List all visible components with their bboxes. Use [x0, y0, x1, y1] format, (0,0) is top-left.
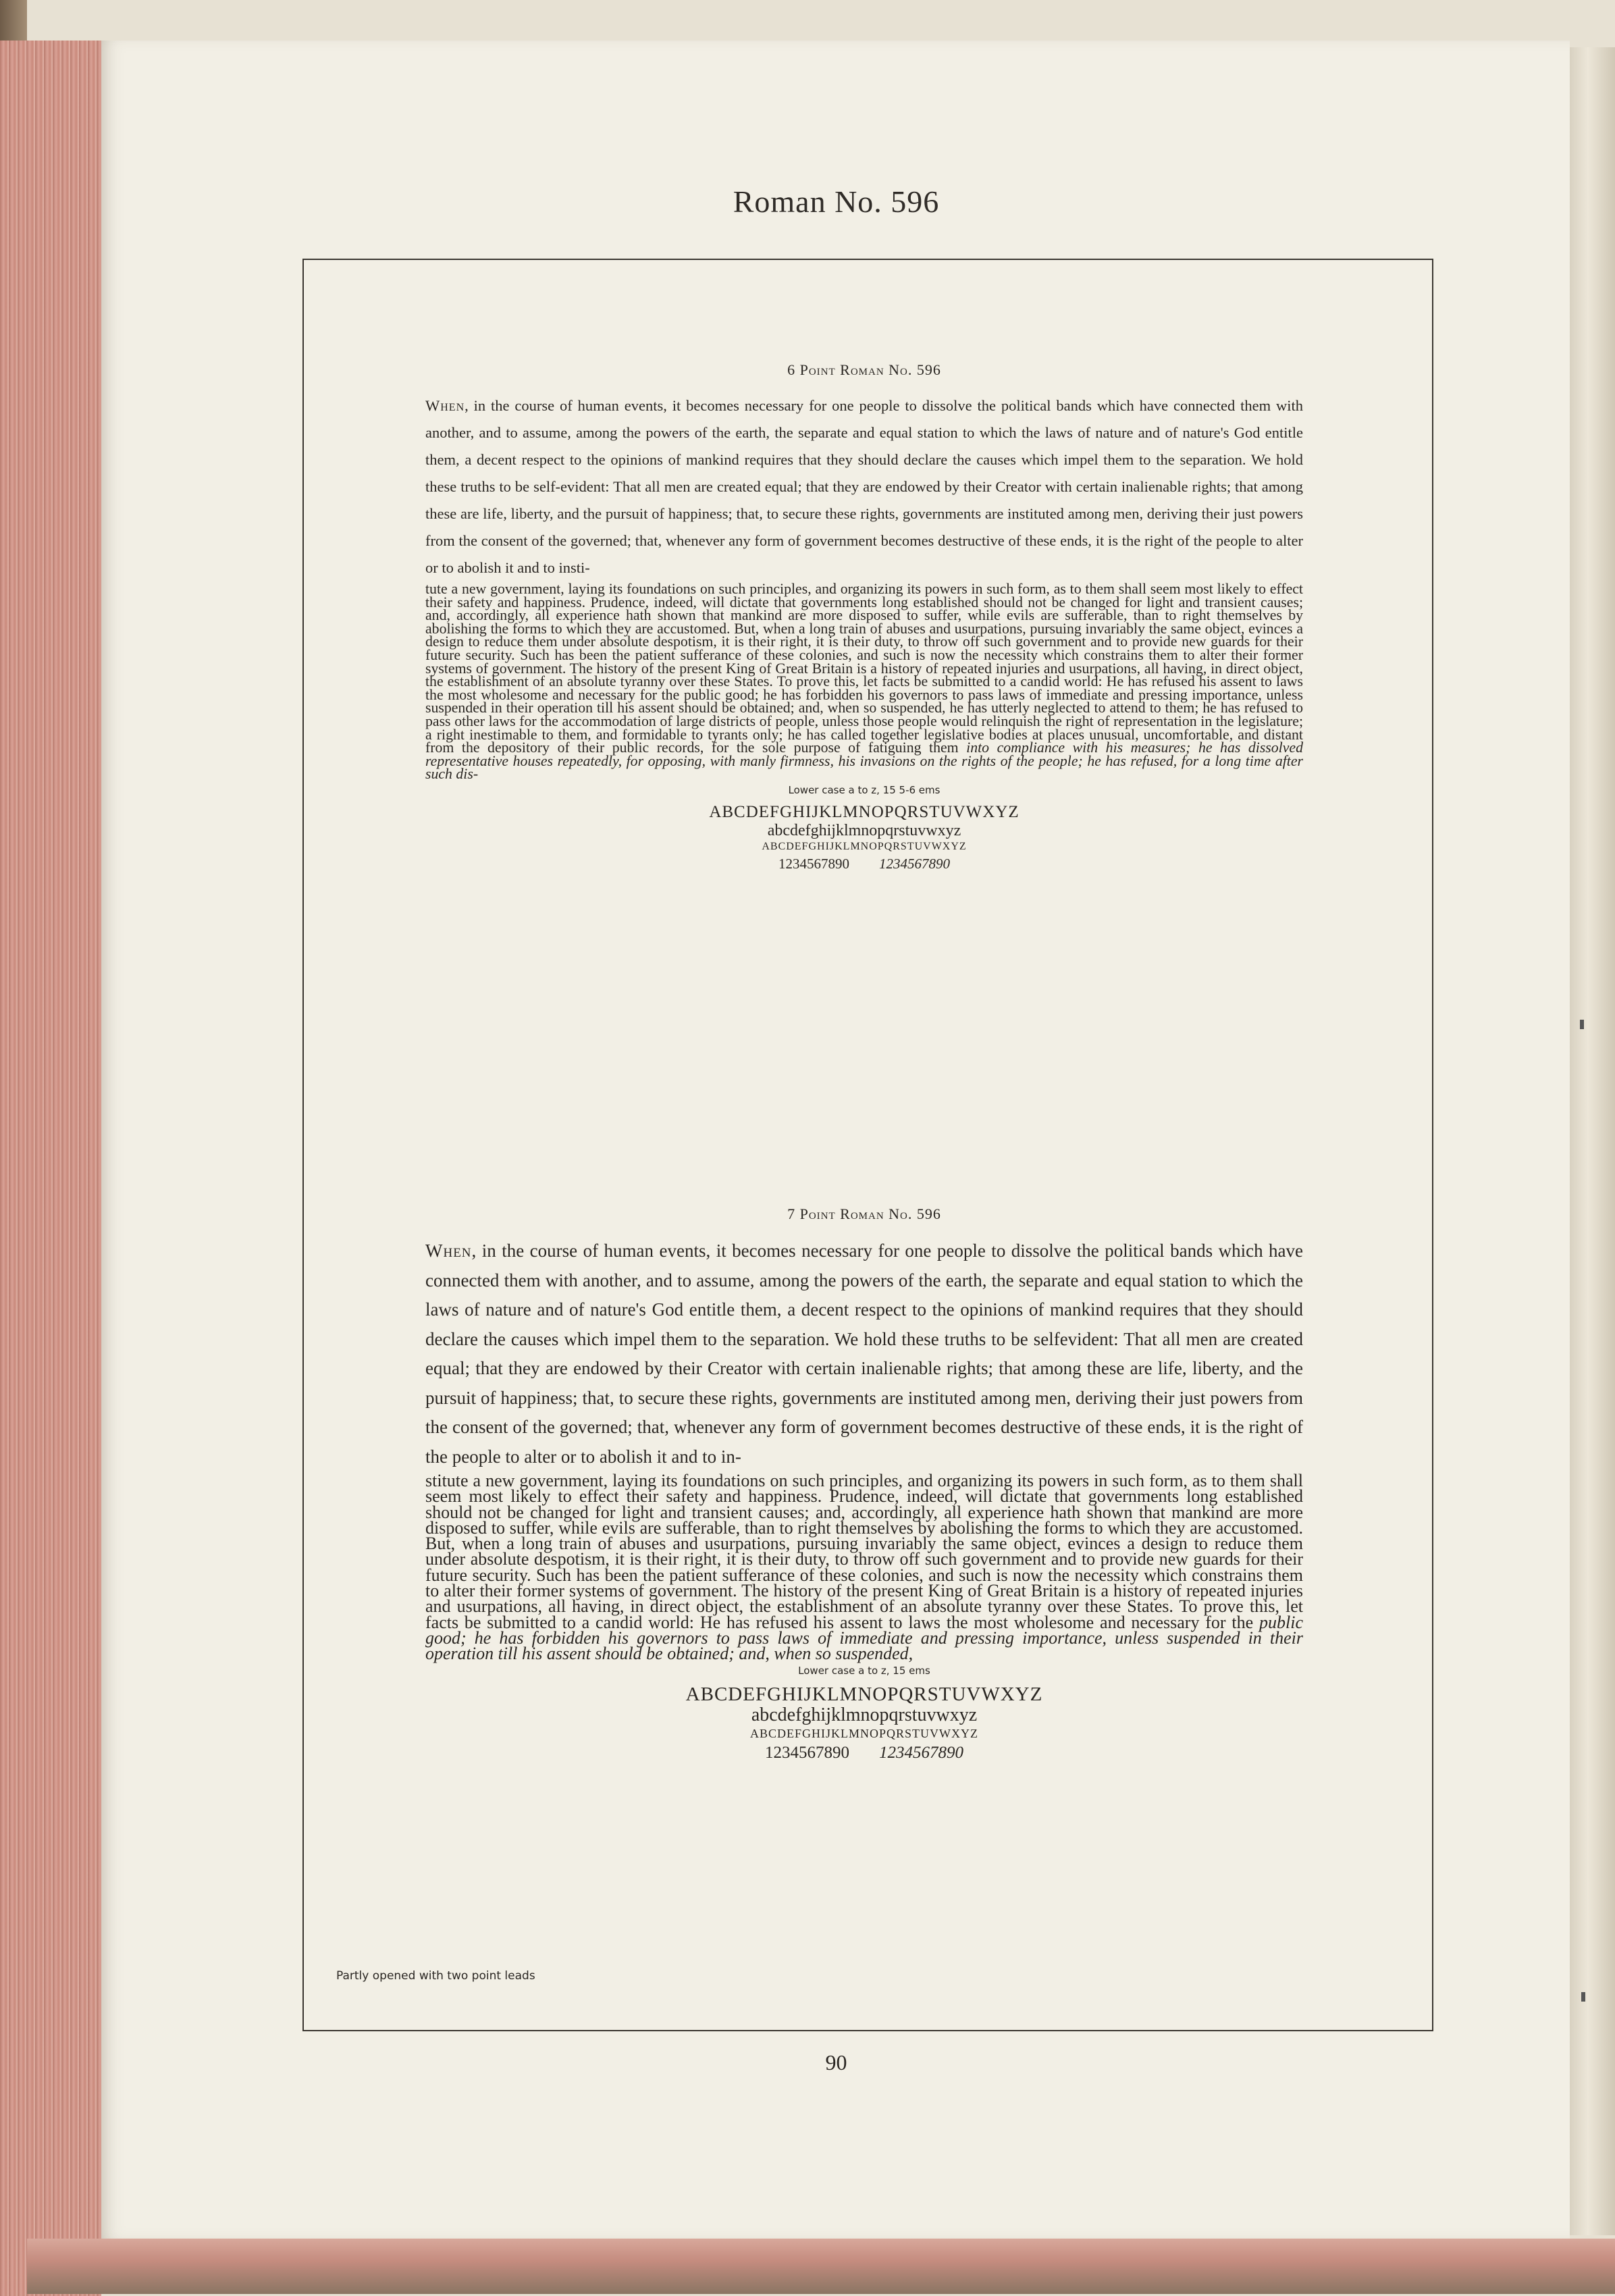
em-count-note: Lower case a to z, 15 5-6 ems [788, 783, 941, 796]
section-heading: 6 Point Roman No. 596 [787, 361, 941, 378]
numerals-roman: 1234567890 [765, 1743, 849, 1762]
numerals-italic: 1234567890 [879, 1743, 963, 1762]
body-text-part: stitute a new government, laying its foundations on such principles, and organizing its powers in such form, as to them shall seem most likely to effect their safety and happiness. Prudence, indeed, will dictate that governments long established should not be changed for light and transient causes; and, accordingly, all experience hath shown that mankind are more disposed to suffer, while evils are sufferable, than to right themselves by abolishing the forms to which they are accustomed. But, when a long train of abuses and usurpations, pursuing invariably the same object, evinces a design to reduce them under absolute despotism, it is their right, it is their duty, to throw off such government and to provide new guards for their future security. Such has been the patient sufferance of these colonies, and such is now the necessity which constrains them to alter their former systems of government. The history of the present King of Great Britain is a history of repeated injuries and usurpations, all having, in direct object, the establishment of an absolute tyranny over these States. To prove this, let facts be submitted to a candid world: He has refused his assent to laws the most wholesome and necessary for the [425, 1471, 1303, 1632]
page-edges [0, 41, 101, 2296]
body-text-part: , in the course of human events, it becomes necessary for one people to dissolve the political bands which have connected them with another, and to assume, among the powers of the earth, the separate and equal station to which the laws of nature and of nature's God entitle them, a decent respect to the opinions of mankind requires that they should declare the causes which impel them to the separation. We hold these truths to be self-evident: That all men are created equal; that they are endowed by their Creator with certain inalienable rights; that among these are life, liberty, and the pursuit of happiness; that, to secure these rights, governments are instituted among men, deriving their just powers from the consent of the governed; that, whenever any form of government becomes destructive of these ends, it is the right of the people to alter or to abolish it and to insti- [425, 397, 1303, 576]
alphabet-lowercase: abcdefghijklmnopqrstuvwxyz [767, 821, 961, 839]
specimen-frame [302, 259, 1433, 2031]
alphabet-capitals: ABCDEFGHIJKLMNOPQRSTUVWXYZ [709, 802, 1020, 821]
em-count-note: Lower case a to z, 15 ems [798, 1664, 930, 1677]
page-number: 90 [825, 2050, 847, 2075]
lead-word: When [425, 397, 465, 414]
body-text-solid [425, 583, 1303, 781]
footnote: Partly opened with two point leads [336, 1969, 535, 1983]
italic-text: into compliance with his measures; he has dissolved representative houses repeatedly, for opposing, with manly firmness, his invasions on the rights of the people; he has refused, for a long time after such dis- [425, 739, 1303, 783]
body-text-solid [425, 1473, 1303, 1662]
alphabet-capitals: ABCDEFGHIJKLMNOPQRSTUVWXYZ [685, 1683, 1043, 1705]
alphabet-small-caps: ABCDEFGHIJKLMNOPQRSTUVWXYZ [762, 840, 967, 852]
alphabet-lowercase: abcdefghijklmnopqrstuvwxyz [751, 1704, 978, 1725]
section-6-point [425, 361, 1303, 873]
numerals-roman: 1234567890 [778, 855, 849, 872]
book-page [101, 41, 1570, 2239]
section-heading: 7 Point Roman No. 596 [787, 1205, 941, 1222]
body-text-part: , in the course of human events, it becomes necessary for one people to dissolve the political bands which have connected them with another, and to assume, among the powers of the earth, the separate and equal station to which the laws of nature and of nature's God entitle them, a decent respect to the opinions of mankind requires that they should declare the causes which impel them to the separation. We hold these truths to be selfevident: That all men are created equal; that they are endowed by their Creator with certain inalienable rights; that among these are life, liberty, and the pursuit of happiness; that, to secure these rights, governments are instituted among men, deriving their just powers from the consent of the governed; that, whenever any form of government becomes destructive of these ends, it is the right of the people to alter or to abolish it and to in- [425, 1241, 1303, 1467]
numerals-row [425, 1742, 1303, 1765]
bottom-page-edges [27, 2239, 1615, 2294]
numerals-row [425, 854, 1303, 873]
margin-mark [1580, 1020, 1584, 1029]
body-text-leaded [425, 1236, 1303, 1471]
lead-word: When [425, 1241, 472, 1261]
numerals-italic: 1234567890 [879, 855, 950, 872]
alphabet-small-caps: ABCDEFGHIJKLMNOPQRSTUVWXYZ [749, 1726, 978, 1740]
italic-text: public good; he has forbidden his governors to pass laws of immediate and pressing importance, unless suspended in their operation till his assent should be obtained; and, when so suspended, [425, 1612, 1303, 1664]
body-text-part: tute a new government, laying its foundations on such principles, and organizing its powers in such form, as to them shall seem most likely to effect their safety and happiness. Prudence, indeed, will dictate that governments long established should not be changed for light and transient causes; and, accordingly, all experience hath shown that mankind are more disposed to suffer, while evils are sufferable, than to right themselves by abolishing the forms to which they are accustomed. But, when a long train of abuses and usurpations, pursuing invariably the same object, evinces a design to reduce them under absolute despotism, it is their right, it is their duty, to throw off such government and to provide new guards for their future security. Such has been the patient sufferance of these colonies, and such is now the necessity which constrains them to alter their former systems of government. The history of the present King of Great Britain is a history of repeated injuries and usurpations, all having, in direct object, the establishment of an absolute tyranny over these States. To prove this, let facts be submitted to a candid world: He has refused his assent to laws the most wholesome and necessary for the public good; he has forbidden his governors to pass laws of immediate and pressing importance, unless suspended in their operation till his assent should be obtained; and, when so suspended, he has utterly neglected to attend to them; he has refused to pass other laws for the accommodation of large districts of people, unless those people would relinquish the right of representation in the legislature; a right inestimable to them, and formidable to tyrants only; he has called together legislative bodies at places unusual, uncomfortable, and distant from the depository of their public records, for the sole purpose of fatiguing them [425, 581, 1303, 756]
body-text-leaded [425, 392, 1303, 581]
facing-page-edge [1570, 47, 1615, 2235]
section-7-point [425, 1205, 1303, 1765]
page-title: Roman No. 596 [733, 184, 940, 219]
margin-mark [1581, 1992, 1585, 2002]
